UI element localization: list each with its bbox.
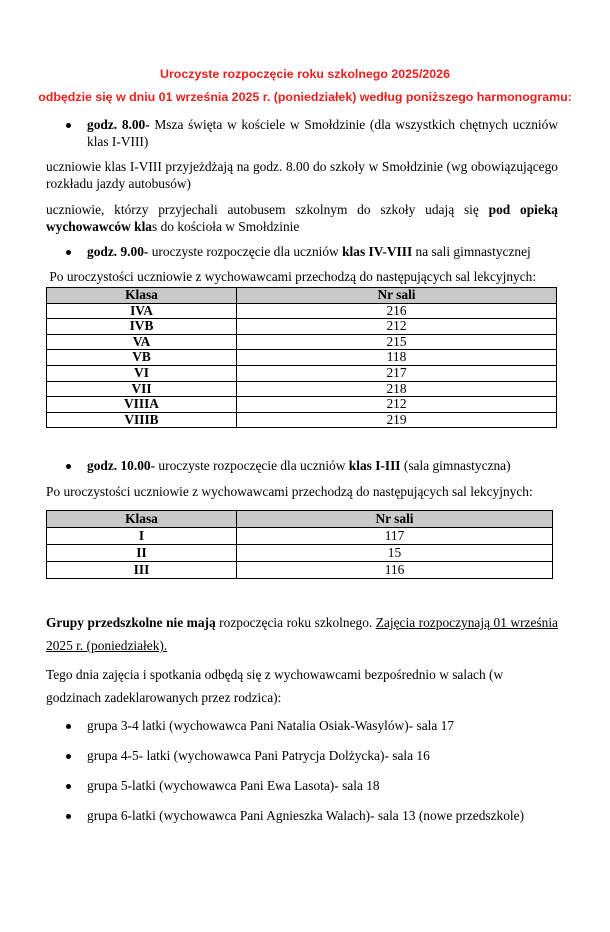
column-header-room: Nr sali [237,288,557,304]
table-row [47,350,557,366]
bullet-dot-icon [66,123,71,128]
class-cell: VII [47,381,237,397]
class-cell: II [47,545,237,562]
class-cell: III [47,562,237,579]
bullet-ceremony-older [66,243,558,260]
table-row [47,303,557,319]
table-row [47,397,557,413]
table-row [47,562,553,579]
bullet-text-end: (sala gimnastyczna) [400,458,511,473]
bullet-dot-icon [66,724,71,729]
bullet-dot-icon [66,250,71,255]
room-cell: 212 [237,319,557,335]
class-cell: VB [47,350,237,366]
room-cell: 217 [237,365,557,381]
paragraph-escort [46,201,558,235]
group-text: grupa 5-latki (wychowawca Pani Ewa Lasota)- sala 18 [87,778,380,793]
bullet-time: godz. 8.00- [87,117,150,132]
bullet-dot-icon [66,784,71,789]
room-cell: 216 [237,303,557,319]
bullet-dot-icon [66,754,71,759]
table-row [47,412,557,428]
bullet-text-end: na sali gimnastycznej [412,244,531,259]
bullet-time: godz. 10.00- [87,458,156,473]
table2-intro: Po uroczystości uczniowie z wychowawcami przechodzą do następujących sal lekcyjnych: [46,484,533,499]
table-row [47,381,557,397]
list-item [66,777,558,794]
bullet-text: uroczyste rozpoczęcie dla uczniów [148,244,343,259]
room-cell: 219 [237,412,557,428]
bullet-time: godz. 9.00- [87,244,149,259]
group-text: grupa 6-latki (wychowawca Pani Agnieszka Walach)- sala 13 (nowe przedszkole) [87,808,525,823]
preschool-text: rozpoczęcia roku szkolnego. [215,615,376,630]
column-header-room: Nr sali [237,511,553,528]
table-header-row [47,288,557,304]
class-cell: IVA [47,303,237,319]
escort-text: uczniowie, którzy przyjechali autobusem szkolnym do szkoły udają się [46,202,489,217]
escort-bold: pod opieką wychowawców kla [46,202,558,234]
preschool-bold: Grupy przedszkolne nie mają [46,615,216,630]
room-cell: 118 [237,350,557,366]
class-cell: VIIIB [47,412,237,428]
room-cell: 116 [237,562,553,579]
class-cell: VA [47,334,237,350]
bullet-ceremony-younger [66,457,558,474]
class-cell: VIIIA [47,397,237,413]
bullet-classes: klas I-III [348,458,401,473]
room-cell: 218 [237,381,557,397]
list-item [66,807,558,824]
room-cell: 212 [237,397,557,413]
paragraph-arrival: uczniowie klas I-VIII przyjeżdżają na godz. 8.00 do szkoły w Smołdzinie (wg obowiązującego rozkładu jazdy autobusów) [46,159,558,191]
column-header-class: Klasa [47,511,237,528]
preschool-start-date: Zajęcia rozpoczynają 01 września 2025 r. (poniedziałek). [46,615,558,653]
escort-text-end: s do kościoła w Smołdzinie [152,219,300,234]
classroom-table-older [46,287,557,428]
list-item [66,717,558,734]
bullet-text: uroczyste rozpoczęcie dla uczniów [155,458,349,473]
room-cell: 215 [237,334,557,350]
classroom-table-younger [46,510,553,579]
bullet-dot-icon [66,814,71,819]
document-title: Uroczyste rozpoczęcie roku szkolnego 2025/2026 [160,67,450,81]
group-text: grupa 4-5- latki (wychowawca Pani Patrycja Dolżycka)- sala 16 [87,748,430,763]
bullet-dot-icon [66,464,71,469]
bullet-text: Msza święta w kościele w Smołdzinie (dla wszystkich chętnych uczniów klas I-VIII) [87,117,559,149]
table-row [47,545,553,562]
list-item [66,747,558,764]
bullet-mass [66,116,558,150]
table-row [47,334,557,350]
room-cell: 117 [237,528,553,545]
table-row [47,528,553,545]
class-cell: I [47,528,237,545]
paragraph-preschool [46,611,558,657]
document-subtitle: odbędzie się w dniu 01 września 2025 r. (poniedziałek) według poniższego harmonogramu: [38,90,572,104]
table1-intro: Po uroczystości uczniowie z wychowawcami przechodzą do następujących sal lekcyjnych: [46,269,537,284]
bullet-classes: klas IV-VIII [342,244,413,259]
table-header-row [47,511,553,528]
class-cell: IVB [47,319,237,335]
class-cell: VI [47,365,237,381]
room-cell: 15 [237,545,553,562]
group-text: grupa 3-4 latki (wychowawca Pani Natalia Osiak-Wasylów)- sala 17 [87,718,455,733]
column-header-class: Klasa [47,288,237,304]
paragraph-meetings: Tego dnia zajęcia i spotkania odbędą się z wychowawcami bezpośrednio w salach (w godzinach zadeklarowanych przez rodzica): [46,667,504,705]
table-row [47,319,557,335]
table-row [47,365,557,381]
